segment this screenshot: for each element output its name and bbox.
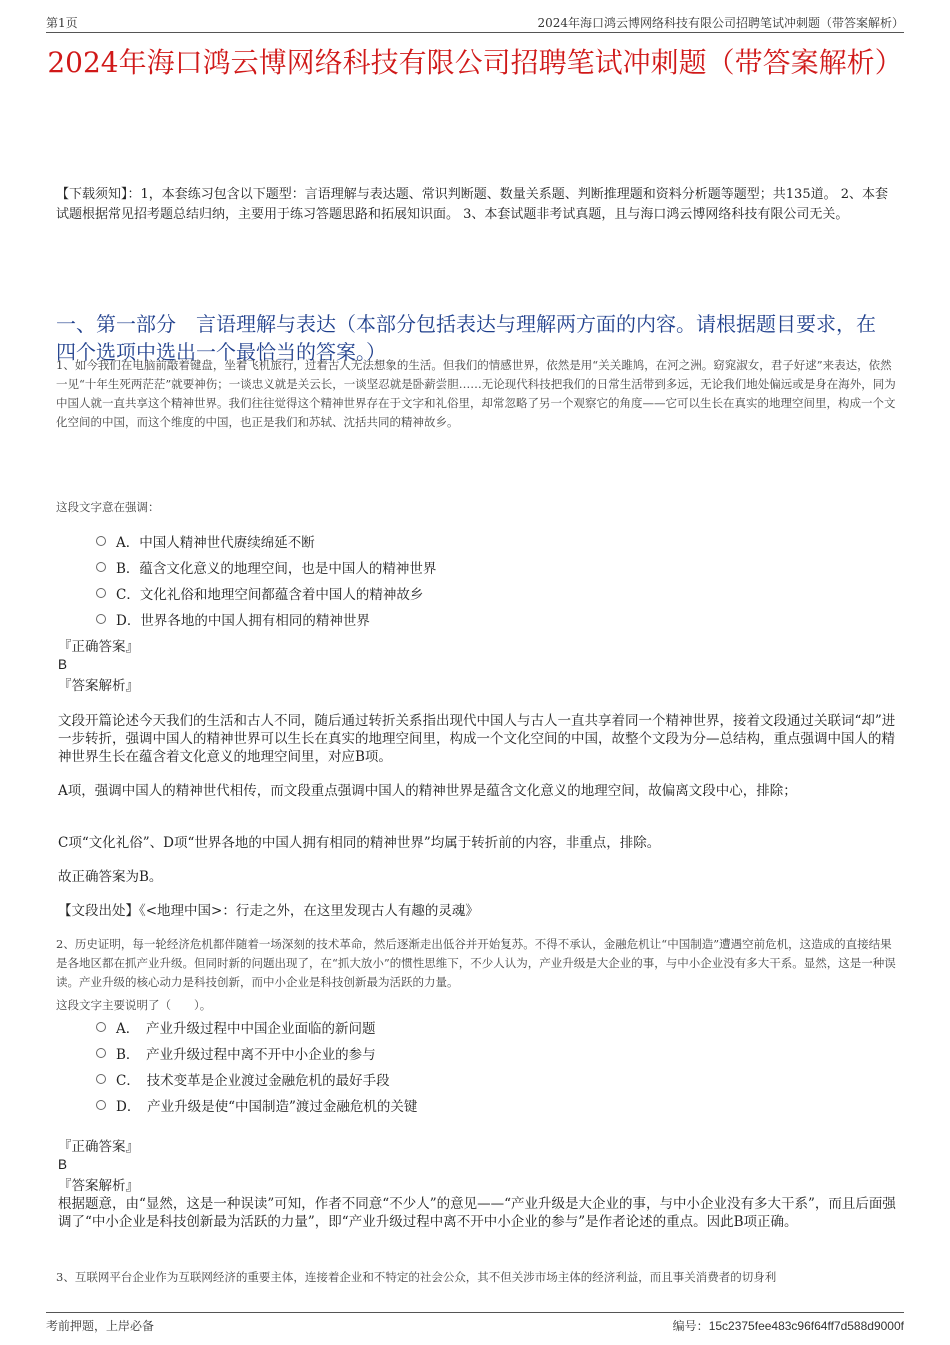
question-2-options	[96, 1014, 417, 1118]
analysis-label: 『答案解析』	[58, 1178, 139, 1194]
source-reference: 【文段出处】《<地理中国>：行走之外，在这里发现古人有趣的灵魂》	[58, 903, 479, 919]
question-2-text: 2、历史证明，每一轮经济危机都伴随着一场深刻的技术革命，然后逐渐走出低谷并开始复苏。不得不承认，金融危机让“中国制造”遭遇空前危机，这造成的直接结果是各地区都在抓产业升级。但同时新的问题出现了，在“抓大放小”的惯性思维下，不少人认为，产业升级是大企业的事，与中小企业没有多大干系。显然，这是一种误读。产业升级的核心动力是科技创新，而中小企业是科技创新最为活跃的力量。	[56, 937, 896, 989]
option-a[interactable]: A． 产业升级过程中中国企业面临的新问题	[96, 1014, 417, 1040]
option-d[interactable]: D．世界各地的中国人拥有相同的精神世界	[96, 606, 436, 632]
option-c[interactable]: C．文化礼俗和地理空间都蕴含着中国人的精神故乡	[96, 580, 436, 606]
document-title: 2024年海口鸿云博网络科技有限公司招聘笔试冲刺题（带答案解析）	[47, 46, 903, 79]
option-d[interactable]: D． 产业升级是使“中国制造”渡过金融危机的关键	[96, 1092, 417, 1118]
analysis-paragraph: 根据题意，由“显然，这是一种误读”可知，作者不同意“不少人”的意见——“产业升级是大企业的事，与中小企业没有多大干系”，而且后面强调了“中小企业是科技创新最为活跃的力量”，即“产业升级过程中离不开中小企业的参与”是作者论述的重点。因此B项正确。	[58, 1196, 896, 1230]
question-3-text: 3、互联网平台企业作为互联网经济的重要主体，连接着企业和不特定的社会公众，其不但关涉市场主体的经济利益，而且事关消费者的切身利	[56, 1270, 777, 1284]
question-2-prompt: 这段文字主要说明了（ ）。	[56, 998, 212, 1012]
header-doc-title: 2024年海口鸿云博网络科技有限公司招聘笔试冲刺题（带答案解析）	[537, 16, 904, 30]
answer-label: 『正确答案』	[58, 1139, 139, 1155]
analysis-paragraph: 文段开篇论述今天我们的生活和古人不同，随后通过转折关系指出现代中国人与古人一直共享着同一个精神世界，接着文段通过关联词“却”进一步转折，强调中国人的精神世界可以生长在真实的地理空间里，构成一个文化空间的中国，故整个文段为分—总结构，重点强调中国人的精神世界生长在蕴含着文化意义的地理空间里，对应B项。	[58, 713, 896, 765]
radio-icon[interactable]	[96, 562, 106, 572]
document-code: 编号：15c2375fee483c96f64ff7d588d9000f	[672, 1319, 904, 1333]
option-c[interactable]: C． 技术变革是企业渡过金融危机的最好手段	[96, 1066, 417, 1092]
question-1-text: 1、如今我们在电脑前敲着键盘，坐着飞机旅行，过着古人无法想象的生活。但我们的情感世界，依然是用“关关雎鸠，在河之洲。窈窕淑女，君子好逑”来表达，依然一见“十年生死两茫茫”就要神伤；一谈忠义就是关云长，一谈坚忍就是卧薪尝胆……无论现代科技把我们的日常生活带到多远，无论我们地处偏远或是身在海外，同为中国人就一直共享这个精神世界。我们往往觉得这个精神世界存在于文字和礼俗里，却常忽略了另一个观察它的角度——它可以生长在真实的地理空间里，构成一个文化空间的中国，而这个维度的中国，也正是我们和苏轼、沈括共同的精神故乡。	[56, 358, 896, 429]
option-b[interactable]: B． 产业升级过程中离不开中小企业的参与	[96, 1040, 417, 1066]
footer-slogan: 考前押题，上岸必备	[46, 1319, 155, 1333]
option-b[interactable]: B．蕴含文化意义的地理空间，也是中国人的精神世界	[96, 554, 436, 580]
section-title: 一、第一部分 言语理解与表达（本部分包括表达与理解两方面的内容。请根据题目要求，在四个选项中选出一个最恰当的答案。）	[56, 312, 876, 364]
answer-label: 『正确答案』	[58, 639, 139, 655]
radio-icon[interactable]	[96, 1074, 106, 1084]
answer-value: B	[58, 657, 68, 672]
analysis-conclusion: 故正确答案为B。	[58, 869, 163, 885]
radio-icon[interactable]	[96, 536, 106, 546]
page-number: 第1页	[46, 16, 78, 30]
radio-icon[interactable]	[96, 1100, 106, 1110]
page-header	[46, 12, 904, 33]
analysis-label: 『答案解析』	[58, 678, 139, 694]
question-1-prompt: 这段文字意在强调：	[56, 500, 160, 514]
analysis-paragraph: C项“文化礼俗”、D项“世界各地的中国人拥有相同的精神世界”均属于转折前的内容，非重点，排除。	[58, 835, 661, 851]
radio-icon[interactable]	[96, 1048, 106, 1058]
download-notice: 【下载须知】：1，本套练习包含以下题型：言语理解与表达题、常识判断题、数量关系题、判断推理题和资料分析题等题型；共135道。 2、本套试题根据常见招考题总结归纳，主要用于练习答题思路和拓展知识面。 3、本套试题非考试真题，且与海口鸿云博网络科技有限公司无关。	[56, 187, 888, 222]
question-1-options	[96, 528, 436, 632]
page-footer	[46, 1312, 904, 1335]
analysis-paragraph: A项，强调中国人的精神世代相传，而文段重点强调中国人的精神世界是蕴含文化意义的地理空间，故偏离文段中心，排除；	[58, 783, 797, 799]
radio-icon[interactable]	[96, 588, 106, 598]
radio-icon[interactable]	[96, 1022, 106, 1032]
answer-value: B	[58, 1157, 68, 1172]
radio-icon[interactable]	[96, 614, 106, 624]
option-a[interactable]: A．中国人精神世代赓续绵延不断	[96, 528, 436, 554]
